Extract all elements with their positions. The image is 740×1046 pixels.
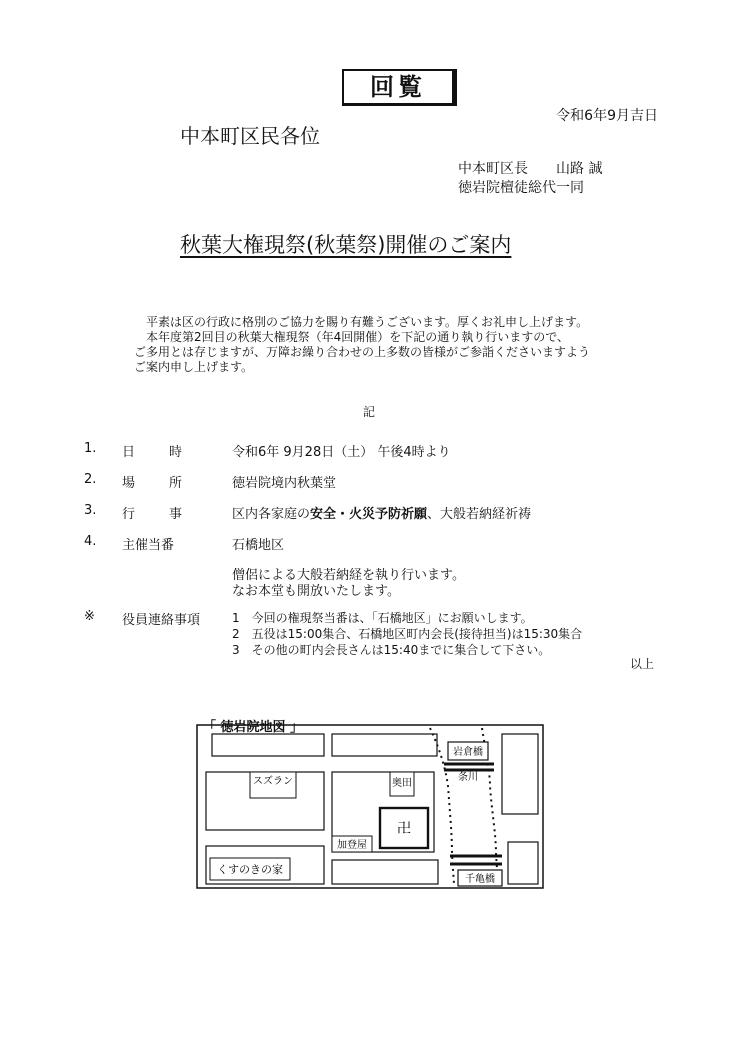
item-number: 4.	[84, 534, 97, 549]
map-block	[332, 734, 437, 756]
temple-symbol: 卍	[397, 821, 411, 837]
item-label: 日 時	[122, 445, 182, 460]
body-line-3: ご多用とは存じますが、万障お繰り合わせの上多数の皆様がご参詣くださいますよう	[134, 345, 591, 359]
item-label: 主催当番	[122, 538, 175, 553]
kusunoki-label: くすのきの家	[217, 863, 283, 876]
item-number: 3.	[84, 503, 97, 518]
river-label: 条川	[458, 772, 478, 783]
body-line-4: ご案内申し上げます。	[134, 360, 254, 374]
contact-line-1: 1 今回の権現祭当番は、「石橋地区」にお願いします。	[232, 611, 533, 625]
suzuran-label: スズラン	[253, 776, 293, 787]
item-label: 行 事	[122, 507, 182, 522]
ki-mark: 記	[363, 405, 376, 419]
sender-line-2: 徳岩院檀徒総代一同	[458, 180, 584, 196]
body-line-1: 平素は区の行政に格別のご協力を賜り有難うございます。厚くお礼申し上げます。	[146, 315, 589, 329]
closing-mark: 以上	[629, 657, 654, 671]
iwakura-bridge-label: 岩倉橋	[453, 747, 483, 758]
note-mark: ※	[84, 609, 95, 624]
body-line-2: 本年度第2回目の秋葉大権現祭（年4回開催）を下記の通り執り行いますので、	[146, 330, 570, 344]
item-value-host: 石橋地区	[232, 538, 285, 553]
map-block	[212, 734, 324, 756]
map-block	[332, 860, 438, 884]
kagaya-label: 加登屋	[337, 840, 367, 851]
sender-line-1: 中本町区長 山路 誠	[458, 161, 603, 177]
recipient: 中本町区民各位	[180, 124, 320, 148]
contact-line-3: 3 その他の町内会長さんは15:40までに集合して下さい。	[232, 643, 551, 657]
kairan-stamp: 回覧	[342, 69, 457, 106]
item-label: 場 所	[122, 476, 182, 491]
note-line-2: なお本堂も開放いたします。	[232, 584, 400, 599]
item-value-datetime: 令和6年 9月28日（土） 午後4時より	[232, 445, 451, 460]
map-caption: 「 徳岩院地図 」	[203, 720, 304, 735]
item-number: 1.	[84, 441, 97, 456]
senkame-bridge-label: 千亀橋	[465, 874, 495, 885]
document-date: 令和6年9月吉日	[556, 108, 658, 124]
temple-map	[196, 724, 544, 890]
map-block	[508, 842, 538, 884]
page-title: 秋葉大権現祭(秋葉祭)開催のご案内	[180, 233, 512, 257]
item-value-place: 徳岩院境内秋葉堂	[232, 476, 337, 491]
okuda-label: 奥田	[392, 778, 412, 789]
item-number: 2.	[84, 472, 97, 487]
item-value-event: 区内各家庭の安全・火災予防祈願、大般若納経祈祷	[232, 507, 532, 522]
contact-label: 役員連絡事項	[122, 613, 201, 628]
contact-line-2: 2 五役は15:00集合、石橋地区町内会長(接待担当)は15:30集合	[232, 627, 583, 641]
map-block	[502, 734, 538, 814]
note-line-1: 僧侶による大般若納経を執り行います。	[232, 568, 465, 583]
